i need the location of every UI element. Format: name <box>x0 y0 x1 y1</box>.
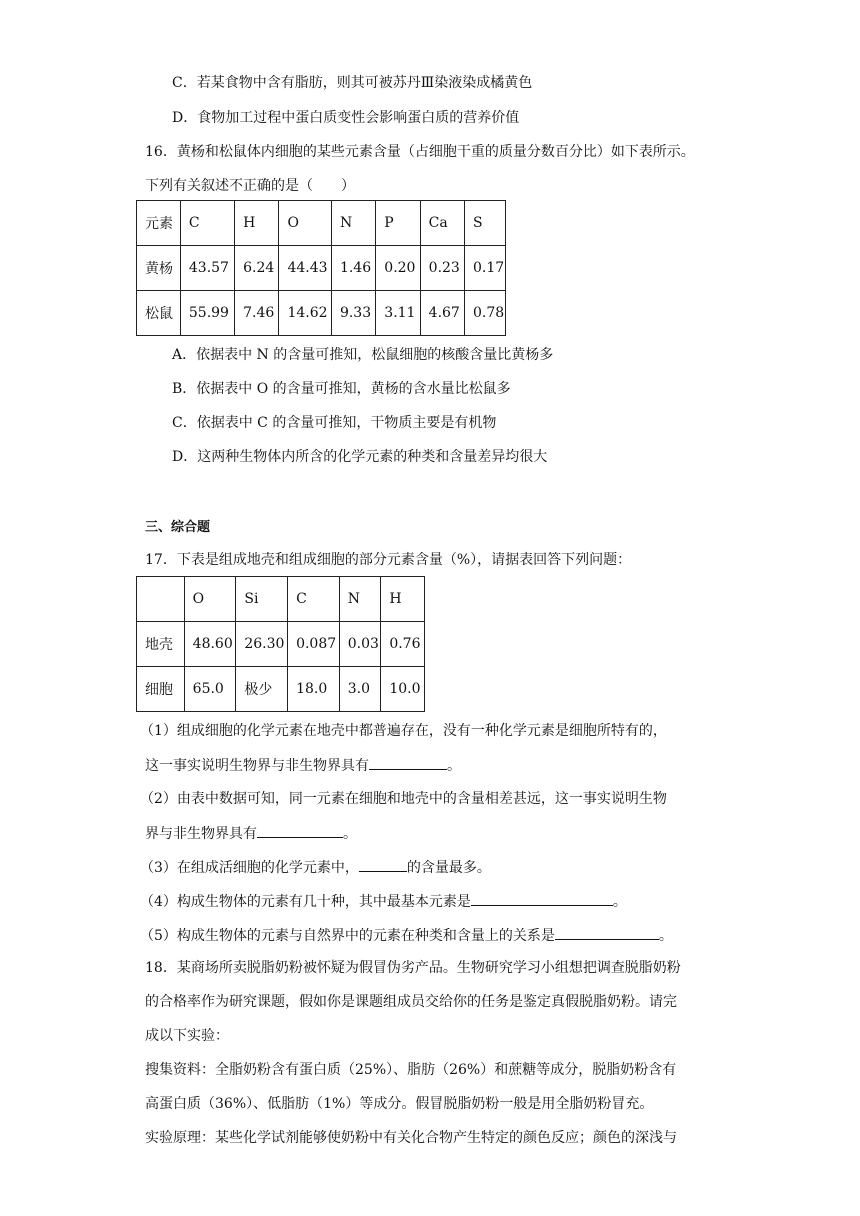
table-cell: Si <box>244 591 259 607</box>
q18-line2: 的合格率作为研究课题，假如你是课题组成员交给你的任务是鉴定真假脱脂奶粉。请完 <box>145 994 677 1010</box>
table-row <box>137 246 506 291</box>
table-cell: 0.78 <box>473 305 505 321</box>
table-cell: 极少 <box>244 682 273 698</box>
table-cell: 44.43 <box>287 260 328 276</box>
q17-part3-suffix: 的含量最多。 <box>406 860 491 876</box>
q18-line4: 搜集资料：全脂奶粉含有蛋白质（25%）、脂肪（26%）和蔗糖等成分，脱脂奶粉含有 <box>145 1062 677 1078</box>
table-cell: 0.20 <box>384 260 416 276</box>
q17-part2-text: 界与非生物界具有 <box>145 826 257 842</box>
table-cell: 地壳 <box>145 637 173 653</box>
q16-option-d: D．这两种生物体内所含的化学元素的种类和含量差异均很大 <box>172 449 548 465</box>
table-cell: P <box>384 215 394 231</box>
q16-table <box>136 200 506 336</box>
q16-option-c: C．依据表中 C 的含量可推知，干物质主要是有机物 <box>172 415 497 431</box>
table-cell: N <box>339 215 353 231</box>
q18-line6: 实验原理：某些化学试剂能够使奶粉中有关化合物产生特定的颜色反应；颜色的深浅与 <box>145 1130 677 1146</box>
table-cell: 26.30 <box>244 636 285 652</box>
table-cell: 0.03 <box>347 636 379 652</box>
table-cell: 65.0 <box>192 681 224 697</box>
q17-stem: 17．下表是组成地壳和组成细胞的部分元素含量（%），请据表回答下列问题： <box>145 552 632 568</box>
table-cell: C <box>188 215 200 231</box>
table-row <box>137 201 506 246</box>
answer-blank[interactable] <box>555 925 659 940</box>
table-cell: S <box>473 215 483 231</box>
table-cell: H <box>243 215 256 231</box>
q16-stem-line2: 下列有关叙述不正确的是（ ） <box>145 178 355 194</box>
table-cell: 黄杨 <box>145 261 173 277</box>
table-cell: 0.23 <box>428 260 460 276</box>
table-cell: 松鼠 <box>145 306 173 322</box>
table-cell: 0.76 <box>389 636 421 652</box>
q17-part5-text: （5）构成生物体的元素与自然界中的元素在种类和含量上的关系是 <box>140 928 555 944</box>
section-title: 三、综合题 <box>145 520 211 535</box>
table-cell: 43.57 <box>188 260 229 276</box>
q17-part1-line1: （1）组成细胞的化学元素在地壳中都普遍存在，没有一种化学元素是细胞所特有的， <box>140 723 667 739</box>
table-cell: 3.0 <box>347 681 371 697</box>
q16-option-b: B．依据表中 O 的含量可推知，黄杨的含水量比松鼠多 <box>172 381 511 397</box>
table-cell: 细胞 <box>145 682 173 698</box>
q18-line1: 18．某商场所卖脱脂奶粉被怀疑为假冒伪劣产品。生物研究学习小组想把调查脱脂奶粉 <box>145 960 681 976</box>
table-cell: 55.99 <box>188 305 229 321</box>
table-cell: 元素 <box>145 216 173 232</box>
table-cell: Ca <box>428 215 448 231</box>
q18-line5: 高蛋白质（36%）、低脂肪（1%）等成分。假冒脱脂奶粉一般是用全脂奶粉冒充。 <box>145 1096 654 1112</box>
table-cell: 0.17 <box>473 260 505 276</box>
table-cell: C <box>296 591 307 607</box>
q17-part2-line1: （2）由表中数据可知，同一元素在细胞和地壳中的含量相差甚远，这一事实说明生物 <box>140 791 667 807</box>
table-cell: 9.33 <box>339 305 372 321</box>
period: 。 <box>658 928 673 944</box>
table-row <box>137 667 425 712</box>
table-cell: 3.11 <box>384 305 416 321</box>
answer-blank[interactable] <box>471 891 613 906</box>
q17-part3 <box>140 857 491 878</box>
q17-part1-line2 <box>145 755 461 776</box>
q17-part2-line2 <box>145 823 357 844</box>
q17-part4 <box>140 891 627 912</box>
table-cell: 6.24 <box>243 260 275 276</box>
table-cell <box>137 591 145 607</box>
q18-line3: 成以下实验： <box>145 1028 229 1044</box>
period: 。 <box>612 894 627 910</box>
table-cell: 7.46 <box>243 305 275 321</box>
table-cell: 18.0 <box>296 681 328 697</box>
table-cell: 10.0 <box>389 681 421 697</box>
period: 。 <box>343 826 357 842</box>
q17-table <box>136 576 425 712</box>
table-cell: O <box>287 215 299 231</box>
table-cell: 14.62 <box>287 305 328 321</box>
answer-blank[interactable] <box>359 857 407 872</box>
table-cell: 0.087 <box>296 636 337 652</box>
table-cell: 48.60 <box>192 636 233 652</box>
q17-part4-text: （4）构成生物体的元素有几十种，其中最基本元素是 <box>140 894 471 910</box>
table-row <box>137 291 506 336</box>
table-row <box>137 577 425 622</box>
table-cell: N <box>347 591 361 607</box>
table-cell: O <box>192 591 205 607</box>
table-row <box>137 622 425 667</box>
q15-option-d: D．食物加工过程中蛋白质变性会影响蛋白质的营养价值 <box>172 110 520 126</box>
table-cell: H <box>389 591 402 607</box>
table-cell: 1.46 <box>339 260 372 276</box>
answer-blank[interactable] <box>369 755 447 770</box>
period: 。 <box>447 758 461 774</box>
q17-part3-text: （3）在组成活细胞的化学元素中， <box>140 860 359 876</box>
table-cell: 4.67 <box>428 305 460 321</box>
q17-part1-text: 这一事实说明生物界与非生物界具有 <box>145 758 369 774</box>
q17-part5 <box>140 925 673 946</box>
q16-stem-line1: 16．黄杨和松鼠体内细胞的某些元素含量（占细胞干重的质量分数百分比）如下表所示。 <box>145 144 695 160</box>
answer-blank[interactable] <box>257 823 343 838</box>
q16-option-a: A．依据表中 N 的含量可推知，松鼠细胞的核酸含量比黄杨多 <box>172 347 554 363</box>
q15-option-c: C．若某食物中含有脂肪，则其可被苏丹Ⅲ染液染成橘黄色 <box>172 75 533 91</box>
